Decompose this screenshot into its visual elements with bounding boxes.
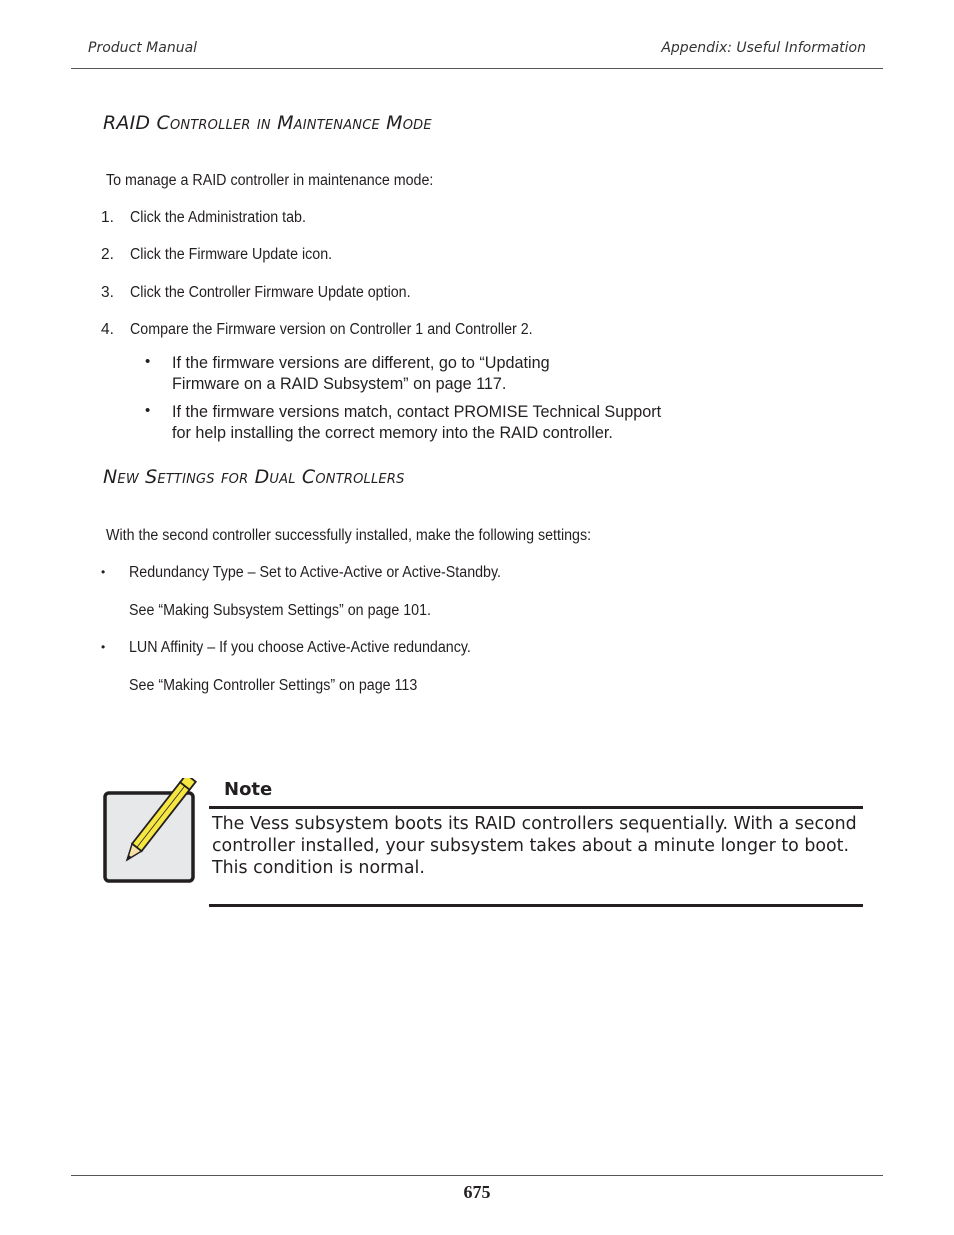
step-number: 2. [101,246,114,263]
note-body: The Vess subsystem boots its RAID controllers sequentially. With a second controller installed, your subsystem takes about a minute longer to boot. This condition is normal. [212,814,857,878]
section-title: New Settings for Dual Controllers [103,466,405,488]
step-number: 1. [101,209,114,226]
footer-rule [71,1175,883,1176]
note-top-rule [209,806,863,809]
section-intro: To manage a RAID controller in maintenance mode: [106,172,434,189]
bullet-text: If the firmware versions match, contact PROMISE Technical Support [172,403,662,421]
bullet-glyph: • [145,353,151,370]
bullet-text: for help installing the correct memory into the RAID controller. [172,424,613,442]
header-rule [71,68,883,69]
step-number: 3. [101,284,114,301]
bullet-text: Firmware on a RAID Subsystem” on page 117. [172,375,507,393]
header-left: Product Manual [88,40,198,56]
pencil-icon [100,778,212,888]
bullet-glyph: • [101,640,106,654]
step-text: Click the Controller Firmware Update option. [130,284,411,301]
page-number: 675 [463,1182,491,1202]
note-title: Note [224,779,273,800]
cross-reference: See “Making Subsystem Settings” on page 101. [129,602,432,619]
bullet-glyph: • [145,402,151,419]
step-text: Click the Administration tab. [130,209,306,226]
header-right: Appendix: Useful Information [661,40,866,56]
list-item: Redundancy Type – Set to Active-Active or Active-Standby. [129,564,502,581]
step-number: 4. [101,321,114,338]
bullet-glyph: • [101,565,106,579]
list-item: LUN Affinity – If you choose Active-Active redundancy. [129,639,471,656]
section-intro: With the second controller successfully installed, make the following settings: [106,527,592,544]
note-bottom-rule [209,904,863,907]
step-text: Click the Firmware Update icon. [130,246,333,263]
bullet-text: If the firmware versions are different, go to “Updating [172,354,550,372]
cross-reference: See “Making Controller Settings” on page 113 [129,677,418,694]
step-text: Compare the Firmware version on Controller 1 and Controller 2. [130,321,533,338]
section-title: RAID Controller in Maintenance Mode [103,112,432,134]
